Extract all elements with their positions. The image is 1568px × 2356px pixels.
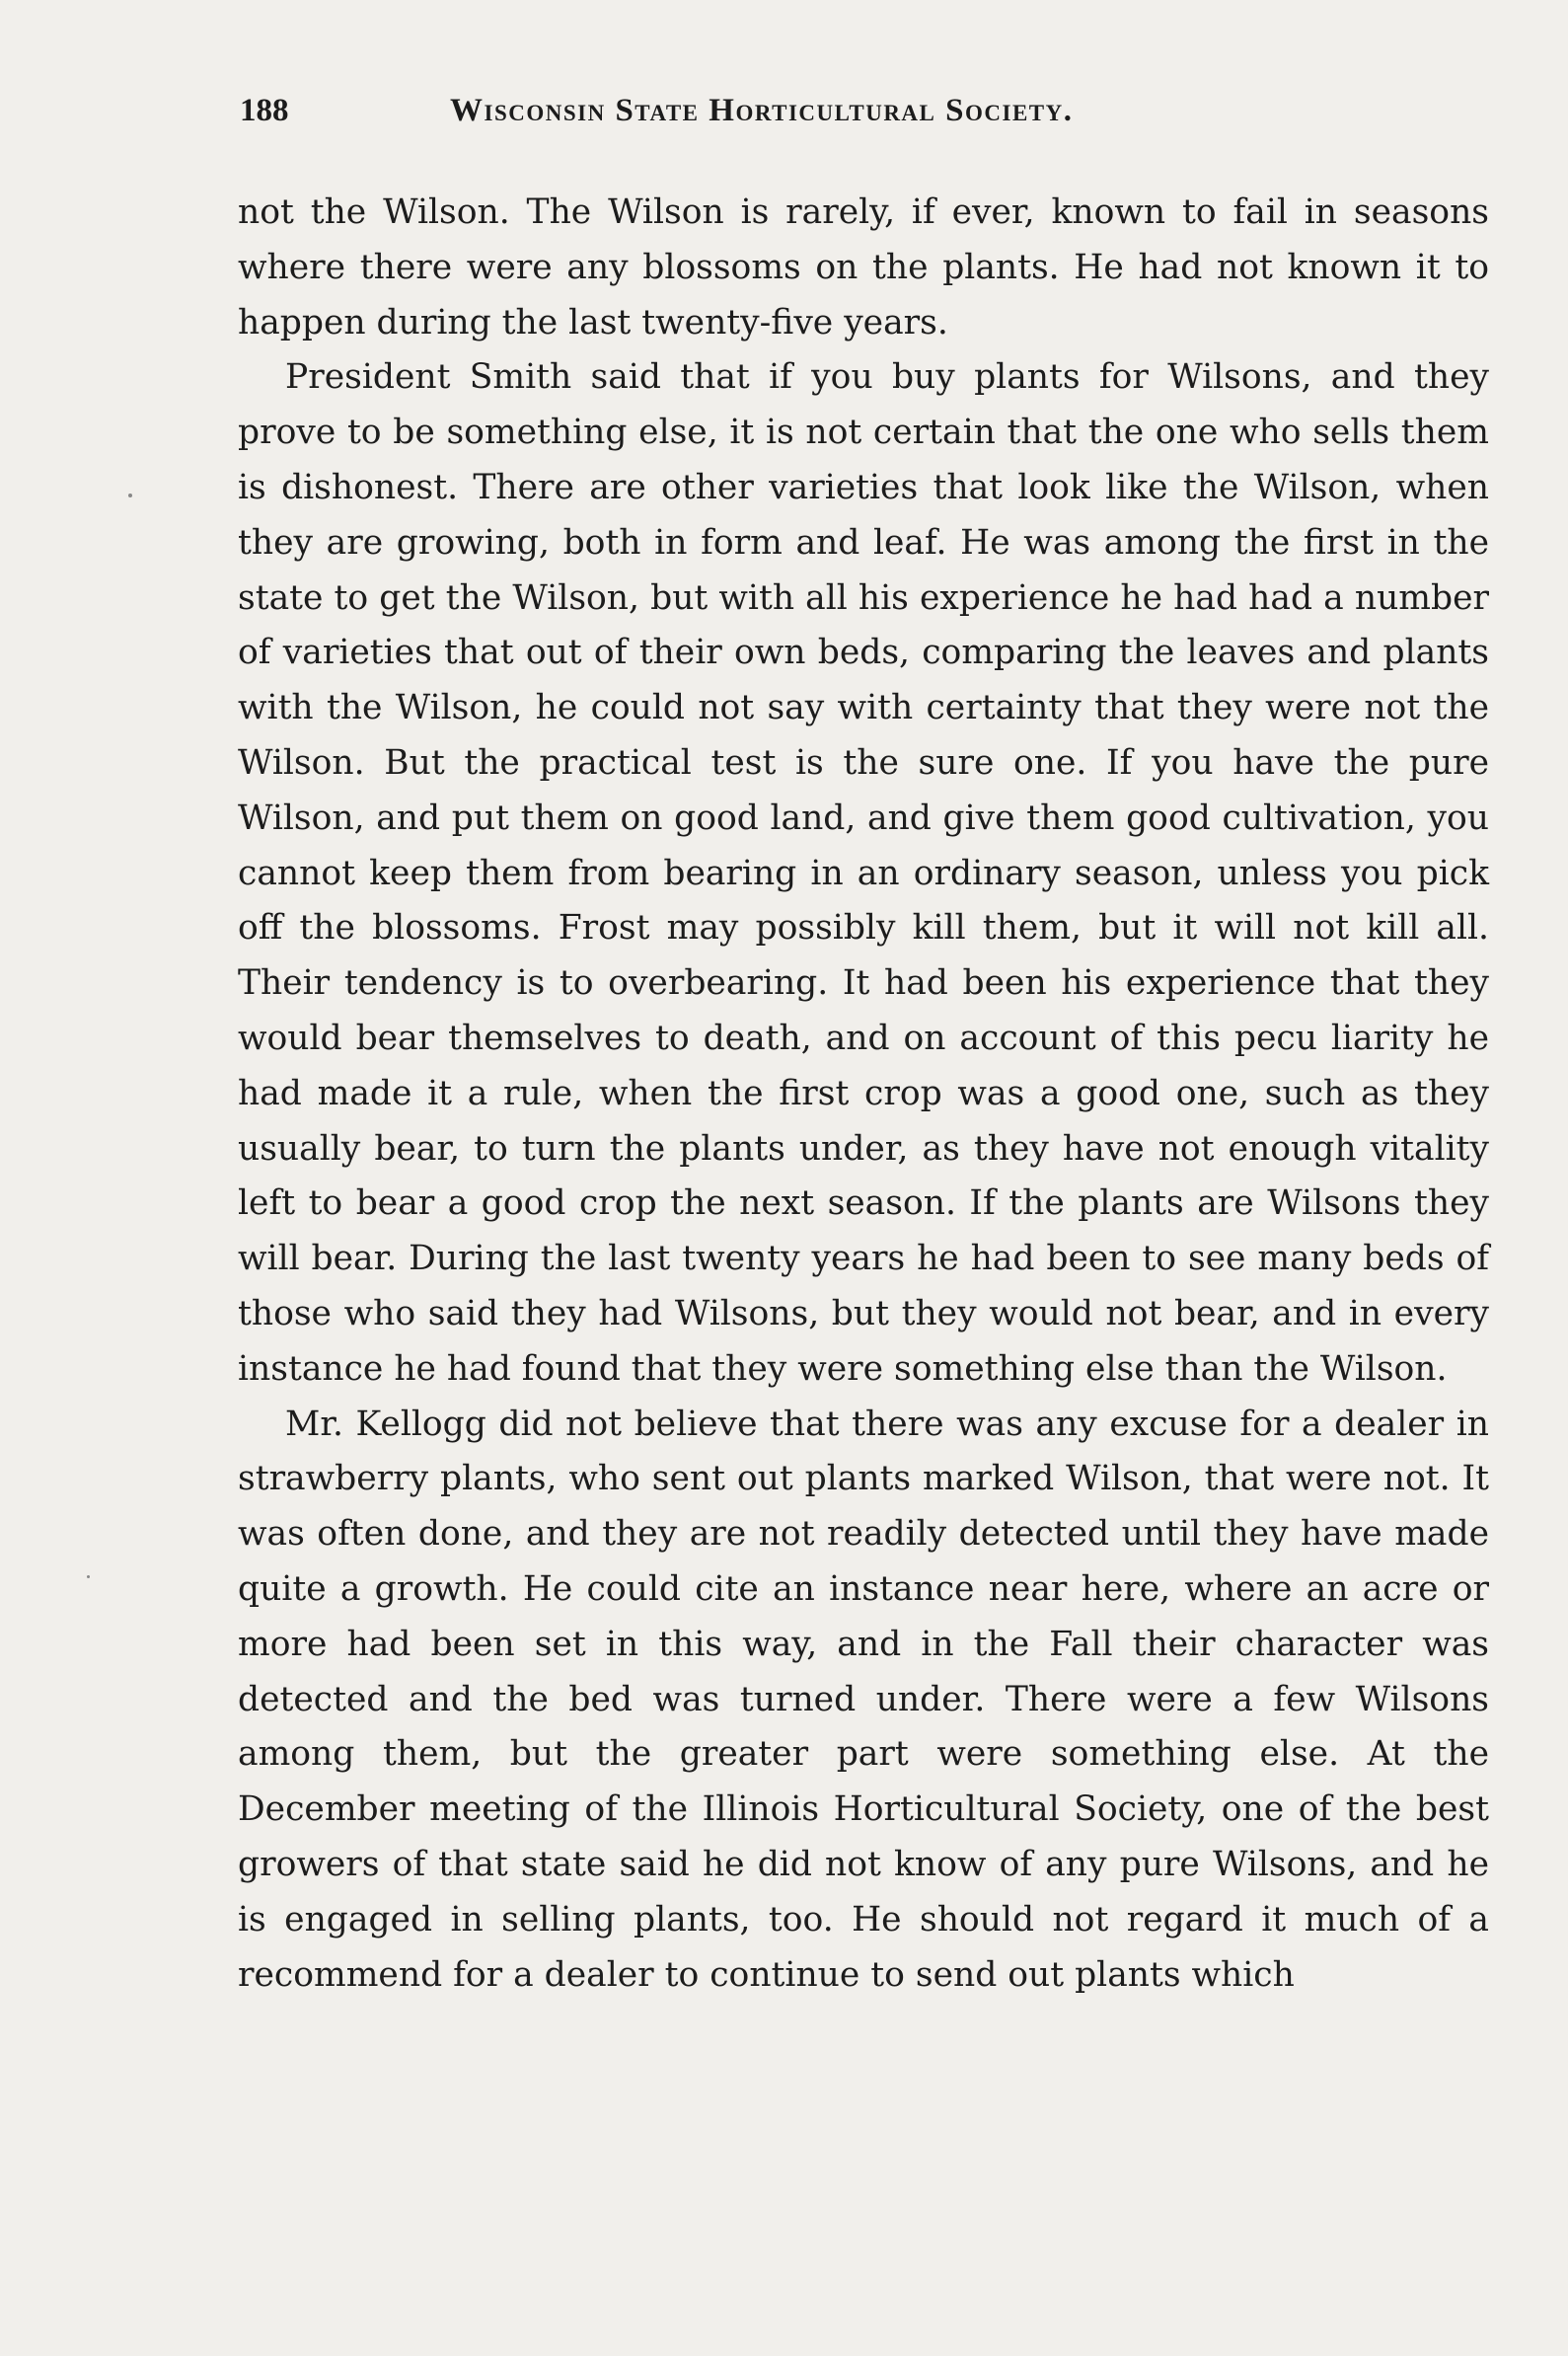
paragraph-mr-kellogg: Mr. Kellogg did not believe that there was any excuse for a dealer in strawberry plants, who sent out plants marked Wilson, that were not. It was often done, and they are not readily detected until they have made quite a growth. He could cite an instance near here, where an acre or more had been set in this way, and in the Fall their character was detected and the bed was turned under. There were a few Wilsons among them, but the greater part were something else. At the December meeting of the Illinois Horticultural Society, one of the best growers of that state said he did not know of any pure Wilsons, and he is engaged in selling plants, too. He should not regard it much of a recommend for a dealer to continue to send out plants which <box>238 1404 1489 1995</box>
paper-speck <box>128 494 132 497</box>
paragraph-continuation: not the Wilson. The Wilson is rarely, if ever, known to fail in seasons where there were any blossoms on the plants. He had not known it to happen during the last twenty-five years. <box>238 192 1489 342</box>
journal-title: Wisconsin State Horticultural Society. <box>450 93 1074 128</box>
body-text <box>238 186 1489 2003</box>
paragraph-president-smith: President Smith said that if you buy plants for Wilsons, and they prove to be something else, it is not certain that the one who sells them is dishonest. There are other varieties that look like the Wilson, when they are growing, both in form and leaf. He was among the first in the state to get the Wilson, but with all his experience he had had a number of varieties that out of their own beds, comparing the leaves and plants with the Wilson, he could not say with certainty that they were not the Wilson. But the practical test is the sure one. If you have the pure Wilson, and put them on good land, and give them good cultivation, you cannot keep them from bearing in an ordinary season, unless you pick off the blossoms. Frost may possibly kill them, but it will not kill all. Their tendency is to overbearing. It had been his experience that they would bear themselves to death, and on account of this pecu liarity he had made it a rule, when the first crop was a good one, such as they usually bear, to turn the plants under, as they have not enough vitality left to bear a good crop the next season. If the plants are Wilsons they will bear. During the last twenty years he had been to see many beds of those who said they had Wilsons, but they would not bear, and in every instance he had found that they were something else than the Wilson. <box>238 357 1489 1389</box>
running-head <box>240 81 1296 140</box>
page-number: 188 <box>240 93 289 128</box>
paper-speck <box>87 1575 90 1578</box>
